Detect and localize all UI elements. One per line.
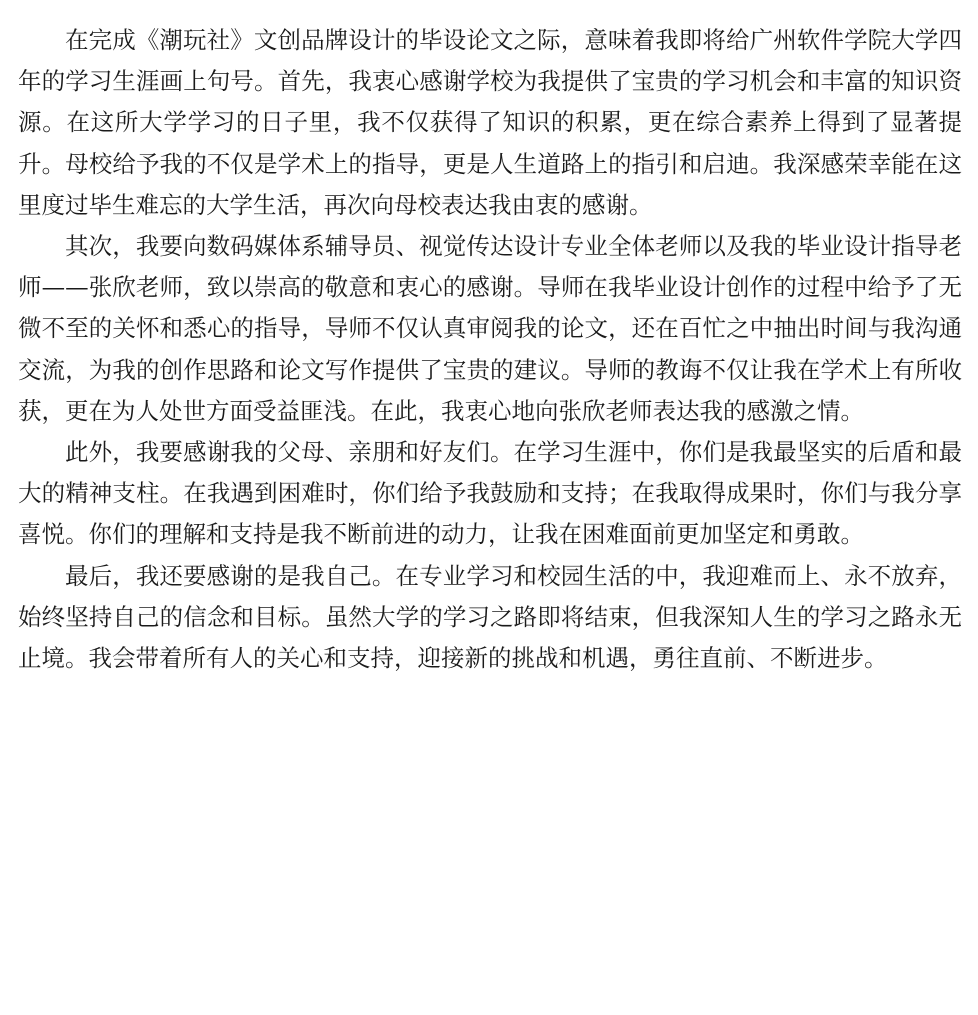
document-body (18, 20, 962, 679)
paragraph-family-thanks: 此外，我要感谢我的父母、亲朋和好友们。在学习生涯中，你们是我最坚实的后盾和最大的精神支柱。在我遇到困难时，你们给予我鼓励和支持；在我取得成果时，你们与我分享喜悦。你们的理解和支持是我不断前进的动力，让我在困难面前更加坚定和勇敢。 (18, 438, 962, 549)
paragraph-teacher-thanks: 其次，我要向数码媒体系辅导员、视觉传达设计专业全体老师以及我的毕业设计指导老师——张欣老师，致以崇高的敬意和衷心的感谢。导师在我毕业设计创作的过程中给予了无微不至的关怀和悉心的指导，导师不仅认真审阅我的论文，还在百忙之中抽出时间与我沟通交流，为我的创作思路和论文写作提供了宝贵的建议。导师的教诲不仅让我在学术上有所收获，更在为人处世方面受益匪浅。在此，我衷心地向张欣老师表达我的感激之情。 (18, 232, 962, 425)
paragraph-school-thanks: 在完成《潮玩社》文创品牌设计的毕设论文之际，意味着我即将给广州软件学院大学四年的学习生涯画上句号。首先，我衷心感谢学校为我提供了宝贵的学习机会和丰富的知识资源。在这所大学学习的日子里，我不仅获得了知识的积累，更在综合素养上得到了显著提升。母校给予我的不仅是学术上的指导，更是人生道路上的指引和启迪。我深感荣幸能在这里度过毕生难忘的大学生活，再次向母校表达我由衷的感谢。 (18, 26, 962, 219)
paragraph-self-thanks: 最后，我还要感谢的是我自己。在专业学习和校园生活的中，我迎难而上、永不放弃，始终坚持自己的信念和目标。虽然大学的学习之路即将结束，但我深知人生的学习之路永无止境。我会带着所有人的关心和支持，迎接新的挑战和机遇，勇往直前、不断进步。 (18, 561, 962, 673)
